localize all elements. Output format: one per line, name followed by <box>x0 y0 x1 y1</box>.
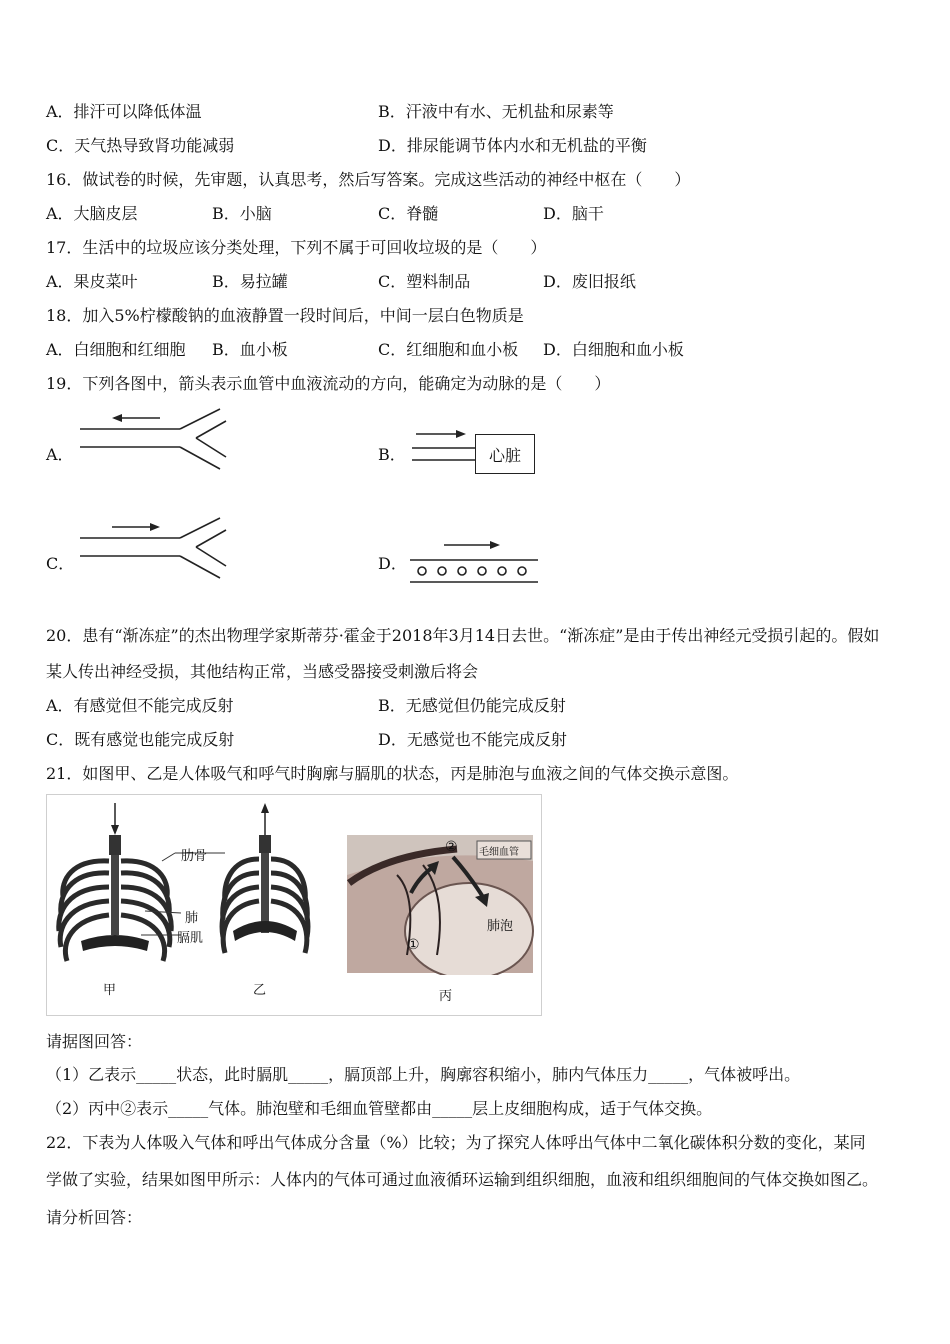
q15-option-d: D．排尿能调节体内水和无机盐的平衡 <box>378 136 647 155</box>
capillary-label: 毛细血管 <box>479 847 519 858</box>
q15-option-a: A．排汗可以降低体温 <box>46 102 202 121</box>
q17-stem: 17．生活中的垃圾应该分类处理，下列不属于可回收垃圾的是（ ） <box>46 238 547 257</box>
q18-option-c: C．红细胞和血小板 <box>378 340 519 359</box>
q21-stem: 21．如图甲、乙是人体吸气和呼气时胸廓与膈肌的状态，丙是肺泡与血液之间的气体交换示意图。 <box>46 764 739 783</box>
q16-option-d: D．脑干 <box>543 204 604 223</box>
figure-jia-label: 甲 <box>103 983 117 998</box>
q19-option-a-label: A． <box>46 445 74 464</box>
q21-subquestion-2: （2）丙中②表示_____气体。肺泡壁和毛细血管壁都由_____层上皮细胞构成，适于气体交换。 <box>46 1099 713 1118</box>
alveolus-label: 肺泡 <box>487 919 514 934</box>
q18-option-b: B．血小板 <box>212 340 288 359</box>
q20-stem-line1: 20．患有“渐冻症”的杰出物理学家斯蒂芬·霍金于2018年3月14日去世。“渐冻症”是由于传出神经元受损引起的。假如 <box>46 626 880 645</box>
q20-option-b: B．无感觉但仍能完成反射 <box>378 696 566 715</box>
q16-option-b: B．小脑 <box>212 204 272 223</box>
figure-yi-label: 乙 <box>253 983 267 998</box>
q16-option-a: A．大脑皮层 <box>46 204 138 223</box>
q17-option-b: B．易拉罐 <box>212 272 288 291</box>
q19-option-d-label: D． <box>378 554 407 573</box>
q21-figure <box>46 794 542 1016</box>
q22-stem-line1: 22．下表为人体吸入气体和呼出气体成分含量（%）比较；为了探究人体呼出气体中二氧化碳体积分数的变化，某同 <box>46 1133 866 1152</box>
figure-bing-label: 丙 <box>439 989 453 1004</box>
mark-1-label: ① <box>407 937 420 953</box>
lung-label: 肺 <box>185 911 199 926</box>
heart-box: 心脏 <box>475 434 535 474</box>
q18-stem: 18．加入5%柠檬酸钠的血液静置一段时间后，中间一层白色物质是 <box>46 306 524 325</box>
q18-option-a: A．白细胞和红细胞 <box>46 340 186 359</box>
q20-stem-line2: 某人传出神经受损，其他结构正常，当感受器接受刺激后将会 <box>46 662 479 681</box>
q16-option-c: C．脊髓 <box>378 204 439 223</box>
q16-stem: 16．做试卷的时候，先审题，认真思考，然后写答案。完成这些活动的神经中枢在（ ） <box>46 170 691 189</box>
diaphragm-label: 膈肌 <box>177 931 204 946</box>
q15-option-c: C．天气热导致肾功能减弱 <box>46 136 235 155</box>
q21-prompt: 请据图回答： <box>46 1032 143 1051</box>
q20-option-d: D．无感觉也不能完成反射 <box>378 730 567 749</box>
q19-figure-a <box>76 405 236 475</box>
q19-figure-b <box>408 425 478 470</box>
q19-option-b-label: B． <box>378 445 406 464</box>
q20-option-a: A．有感觉但不能完成反射 <box>46 696 234 715</box>
q20-option-c: C．既有感觉也能完成反射 <box>46 730 235 749</box>
q19-figure-d <box>406 534 542 586</box>
q21-subquestion-1: （1）乙表示_____状态，此时膈肌_____，膈顶部上升，胸廓容积缩小，肺内气体压力_____，气体被呼出。 <box>46 1065 801 1084</box>
q15-option-b: B．汗液中有水、无机盐和尿素等 <box>378 102 614 121</box>
q18-option-d: D．白细胞和血小板 <box>543 340 684 359</box>
rib-label: 肋骨 <box>181 849 208 864</box>
q17-option-a: A．果皮菜叶 <box>46 272 138 291</box>
q19-figure-c <box>76 512 236 584</box>
q17-option-d: D．废旧报纸 <box>543 272 636 291</box>
q17-option-c: C．塑料制品 <box>378 272 471 291</box>
mark-2-label: ② <box>445 839 458 855</box>
q19-stem: 19．下列各图中，箭头表示血管中血液流动的方向，能确定为动脉的是（ ） <box>46 374 611 393</box>
q19-option-c-label: C． <box>46 554 75 573</box>
q22-prompt: 请分析回答： <box>46 1208 143 1227</box>
q22-stem-line2: 学做了实验，结果如图甲所示：人体内的气体可通过血液循环运输到组织细胞，血液和组织细胞间的气体交换如图乙。 <box>46 1170 879 1189</box>
